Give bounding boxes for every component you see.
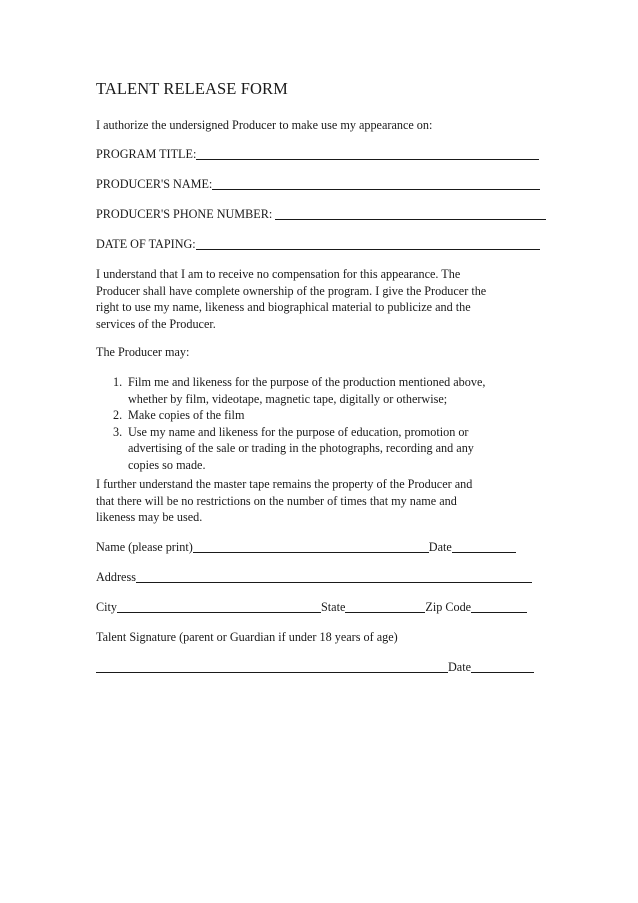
paragraph-line: that there will be no restrictions on the number of times that my name and <box>96 493 457 508</box>
list-item-line: advertising of the sale or trading in the photographs, recording and any <box>128 441 474 455</box>
producer-name-field <box>96 176 540 193</box>
name-print-blank[interactable] <box>193 540 429 553</box>
paragraph-line: services of the Producer. <box>96 316 216 331</box>
list-item <box>96 374 544 407</box>
compensation-paragraph <box>96 266 544 332</box>
list-item-line: Use my name and likeness for the purpose of education, promotion or <box>128 424 469 439</box>
city-blank[interactable] <box>117 600 321 613</box>
state-blank[interactable] <box>345 600 425 613</box>
list-item-line: copies so made. <box>128 457 206 472</box>
list-item-line: Make copies of the film <box>128 408 245 422</box>
name-print-field <box>96 539 516 556</box>
signature-blank[interactable] <box>96 660 448 673</box>
form-title: TALENT RELEASE FORM <box>96 79 288 98</box>
producer-name-blank[interactable] <box>212 177 540 190</box>
zip-blank[interactable] <box>471 600 527 613</box>
master-tape-paragraph <box>96 476 544 526</box>
zip-label: Zip Code <box>425 600 472 614</box>
state-label: State <box>321 600 346 614</box>
list-item-number: 2. <box>113 408 123 422</box>
producer-may-heading: The Producer may: <box>96 345 190 359</box>
name-date-blank[interactable] <box>452 540 516 553</box>
list-item <box>96 424 544 474</box>
list-item <box>96 407 544 424</box>
list-item-number: 1. <box>113 375 123 389</box>
program-title-field <box>96 146 539 163</box>
address-field <box>96 569 532 586</box>
address-blank[interactable] <box>136 570 532 583</box>
producer-phone-field <box>96 206 546 223</box>
talent-signature-label: Talent Signature (parent or Guardian if under 18 years of age) <box>96 630 398 644</box>
paragraph-line: I further understand the master tape remains the property of the Producer and <box>96 477 473 491</box>
date-of-taping-label: DATE OF TAPING: <box>96 237 196 251</box>
list-item-number: 3. <box>113 424 123 439</box>
address-label: Address <box>96 570 136 584</box>
name-date-label: Date <box>428 540 452 554</box>
list-item-line: Film me and likeness for the purpose of the production mentioned above, <box>128 375 486 389</box>
city-state-zip-field <box>96 599 527 616</box>
list-item-line: whether by film, videotape, magnetic tape, digitally or otherwise; <box>128 391 448 406</box>
paragraph-line: right to use my name, likeness and biographical material to publicize and the <box>96 300 471 314</box>
signature-date-label: Date <box>448 660 472 674</box>
date-of-taping-blank[interactable] <box>196 237 540 250</box>
producer-phone-label: PRODUCER'S PHONE NUMBER: <box>96 207 276 221</box>
program-title-label: PROGRAM TITLE: <box>96 147 197 161</box>
producer-name-label: PRODUCER'S NAME: <box>96 177 213 191</box>
paragraph-line: likeness may be used. <box>96 510 203 524</box>
city-label: City <box>96 600 117 614</box>
paragraph-line: Producer shall have complete ownership of the program. I give the Producer the <box>96 283 487 298</box>
signature-date-blank[interactable] <box>471 660 534 673</box>
paragraph-line: I understand that I am to receive no compensation for this appearance. The <box>96 267 461 281</box>
name-print-label: Name (please print) <box>96 540 193 554</box>
producer-phone-blank[interactable] <box>275 207 546 220</box>
signature-date-field <box>96 659 534 676</box>
program-title-blank[interactable] <box>196 147 539 160</box>
producer-rights-list <box>96 374 544 473</box>
intro-text: I authorize the undersigned Producer to make use my appearance on: <box>96 118 433 132</box>
date-of-taping-field <box>96 236 540 253</box>
